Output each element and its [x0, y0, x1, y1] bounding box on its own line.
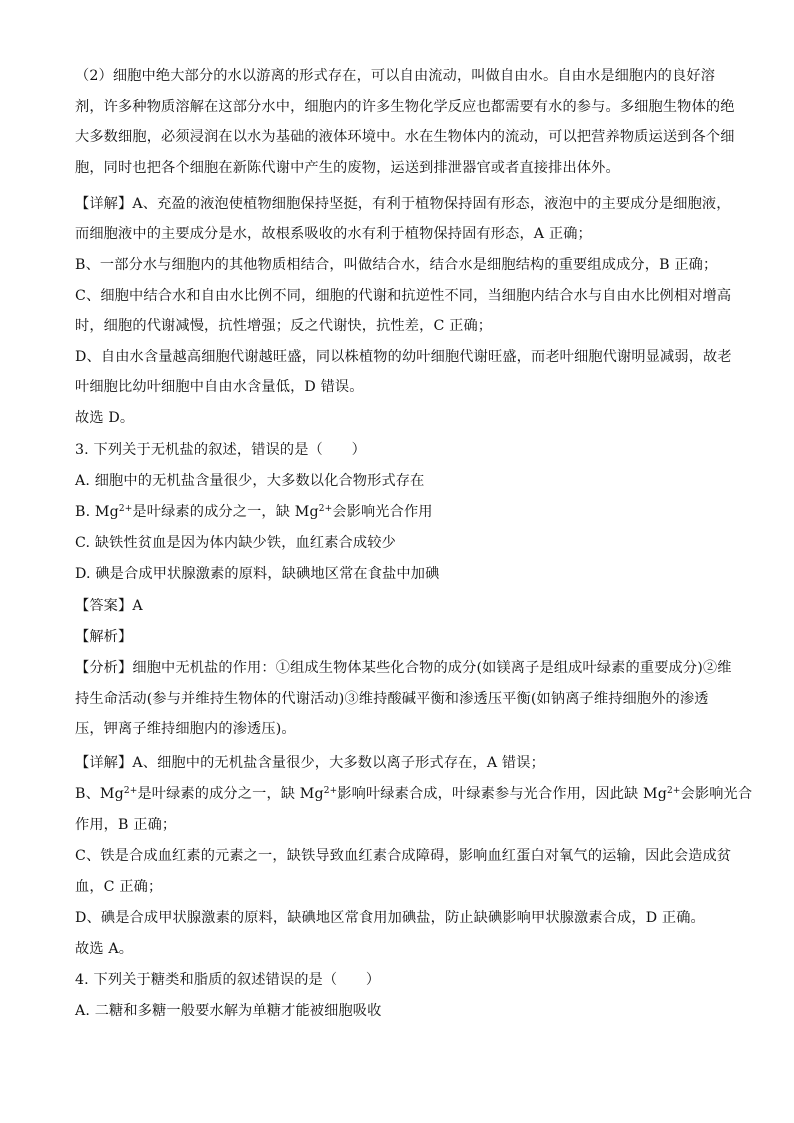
text-line: 【分析】细胞中无机盐的作用：①组成生物体某些化合物的成分(如镁离子是组成叶绿素的重要成分)②维	[75, 660, 732, 676]
text-line: 剂，许多种物质溶解在这部分水中，细胞内的许多生物化学反应也都需要有水的参与。多细胞生物体的绝	[75, 99, 735, 115]
text-line: 持生命活动(参与并维持生物体的代谢活动)③维持酸碱平衡和渗透压平衡(如钠离子维持细胞外的渗透	[75, 691, 709, 707]
answer-label: 【答案】A	[75, 598, 143, 614]
superscript: 2+	[323, 786, 338, 796]
text-line: 【详解】A、细胞中的无机盐含量很少，大多数以离子形式存在，A 错误；	[75, 755, 545, 771]
text-line: 作用，B 正确；	[75, 817, 177, 833]
text-line: 而细胞液中的主要成分是水，故根系吸收的水有利于植物保持固有形态，A 正确；	[75, 226, 592, 242]
text-line: 大多数细胞，必须浸润在以水为基础的液体环境中。水在生物体内的流动，可以把营养物质运送到各个细	[75, 129, 735, 145]
text-line: 时，细胞的代谢减慢，抗性增强；反之代谢快，抗性差，C 正确；	[75, 318, 493, 334]
text-line: 压，钾离子维持细胞内的渗透压)。	[75, 721, 296, 737]
text-line: 胞，同时也把各个细胞在新陈代谢中产生的废物，运送到排泄器官或者直接排出体外。	[75, 160, 620, 176]
text-line: D、自由水含量越高细胞代谢越旺盛，同以株植物的幼叶细胞代谢旺盛，而老叶细胞代谢明显减弱，故老	[75, 349, 732, 365]
text-line: 【详解】A、充盈的液泡使植物细胞保持坚挺，有利于植物保持固有形态，液泡中的主要成分是细胞液，	[75, 196, 731, 212]
text-line: 叶细胞比幼叶细胞中自由水含量低，D 错误。	[75, 379, 364, 395]
option-c: C. 缺铁性贫血是因为体内缺少铁，血红素合成较少	[75, 535, 396, 551]
analysis-label: 【解析】	[75, 629, 133, 645]
option-b: B. $Mg^{2+}$是叶绿素的成分之一，缺 $Mg^{2+}$会影响光合作用	[75, 504, 433, 520]
text-line: 血，C 正确；	[75, 879, 163, 895]
option-a: A. 细胞中的无机盐含量很少，大多数以化合物形式存在	[75, 473, 425, 489]
option-d: D. 碘是合成甲状腺激素的原料，缺碘地区常在食盐中加碘	[75, 566, 440, 582]
text-line: （2）细胞中绝大部分的水以游离的形式存在，可以自由流动，叫做自由水。自由水是细胞内的良好溶	[75, 68, 716, 84]
question-4: 4. 下列关于糖类和脂质的叙述错误的是（ ）	[75, 972, 381, 988]
superscript: 2+	[118, 504, 133, 514]
option-a: A. 二糖和多糖一般要水解为单糖才能被细胞吸收	[75, 1003, 382, 1019]
superscript: 2+	[123, 786, 138, 796]
question-3: 3. 下列关于无机盐的叙述，错误的是（ ）	[75, 442, 366, 458]
superscript: 2+	[666, 786, 681, 796]
text-line: B、$Mg^{2+}$是叶绿素的成分之一，缺 $Mg^{2+}$影响叶绿素合成，叶绿素参与光合作用，因此缺 $Mg^{2+}$会影响光合	[75, 786, 753, 802]
text-line: C、细胞中结合水和自由水比例不同，细胞的代谢和抗逆性不同，当细胞内结合水与自由水比例相对增高	[75, 288, 732, 304]
text-line: D、碘是合成甲状腺激素的原料，缺碘地区常食用加碘盐，防止缺碘影响甲状腺激素合成，D 正确。	[75, 910, 705, 926]
superscript: 2+	[318, 504, 333, 514]
text-line: 故选 A。	[75, 941, 134, 957]
text-line: 故选 D。	[75, 410, 135, 426]
text-line: B、一部分水与细胞内的其他物质相结合，叫做结合水，结合水是细胞结构的重要组成成分，B 正确；	[75, 257, 718, 273]
text-line: C、铁是合成血红素的元素之一，缺铁导致血红素合成障碍，影响血红蛋白对氧气的运输，因此会造成贫	[75, 848, 732, 864]
